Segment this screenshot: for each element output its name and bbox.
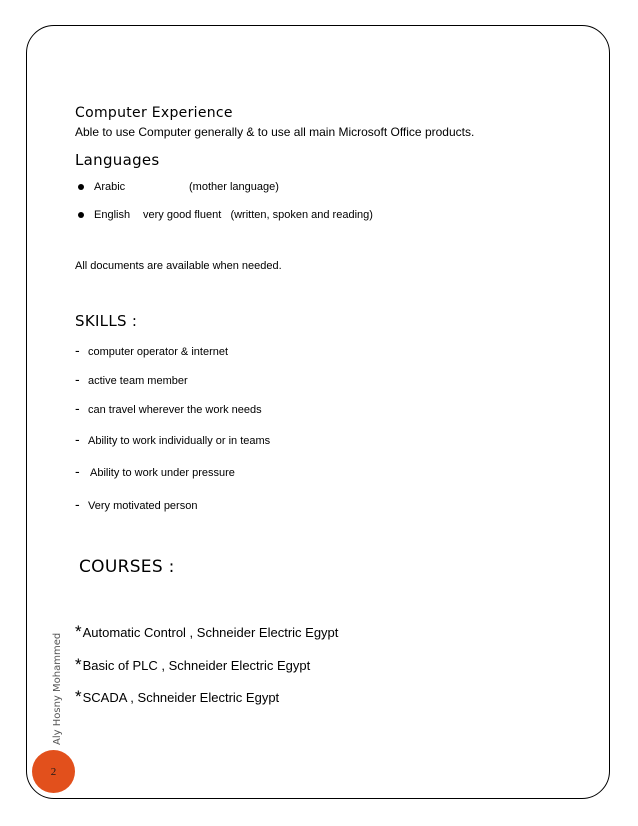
skills-heading: SKILLS : (75, 312, 138, 330)
dash-icon: - (75, 400, 80, 416)
author-name-vertical: Aly Hosny Mohammed (52, 632, 63, 745)
languages-heading: Languages (75, 151, 160, 169)
asterisk-icon: * (75, 687, 82, 706)
dash-icon: - (75, 342, 80, 358)
language-name: English (94, 209, 131, 221)
language-name: Arabic (94, 181, 126, 193)
computer-experience-heading: Computer Experience (75, 105, 233, 121)
skill-item (75, 371, 188, 387)
documents-note: All documents are available when needed. (75, 260, 282, 272)
computer-experience-text: Able to use Computer generally & to use all main Microsoft Office products. (75, 125, 475, 139)
course-text: SCADA , Schneider Electric Egypt (82, 690, 280, 705)
asterisk-icon: * (75, 622, 82, 641)
skill-text: can travel wherever the work needs (88, 404, 262, 416)
asterisk-icon: * (75, 655, 82, 674)
language-item-english (78, 209, 373, 221)
course-text: Basic of PLC , Schneider Electric Egypt (82, 658, 311, 673)
skill-text: Ability to work under pressure (90, 467, 235, 479)
page-number-badge (32, 750, 75, 793)
course-text: Automatic Control , Schneider Electric Egypt (82, 625, 339, 640)
language-detail: (mother language) (189, 181, 279, 193)
dash-icon: - (75, 463, 80, 479)
course-item (75, 655, 310, 675)
language-detail: very good fluent (written, spoken and reading) (143, 209, 373, 221)
skill-item (75, 463, 235, 479)
skill-text: Very motivated person (88, 500, 198, 512)
skill-item (75, 342, 228, 358)
skill-text: active team member (88, 375, 188, 387)
dash-icon: - (75, 371, 80, 387)
page-number: 2 (50, 765, 57, 778)
bullet-icon (78, 212, 84, 218)
skill-text: Ability to work individually or in teams (88, 435, 271, 447)
dash-icon: - (75, 496, 80, 512)
skill-text: computer operator & internet (88, 346, 229, 358)
skill-item (75, 496, 197, 512)
dash-icon: - (75, 431, 80, 447)
language-item-arabic (78, 181, 279, 193)
course-item (75, 687, 279, 707)
skill-item (75, 431, 270, 447)
skill-item (75, 400, 262, 416)
courses-heading: COURSES : (79, 557, 175, 577)
course-item (75, 622, 338, 642)
bullet-icon (78, 184, 84, 190)
